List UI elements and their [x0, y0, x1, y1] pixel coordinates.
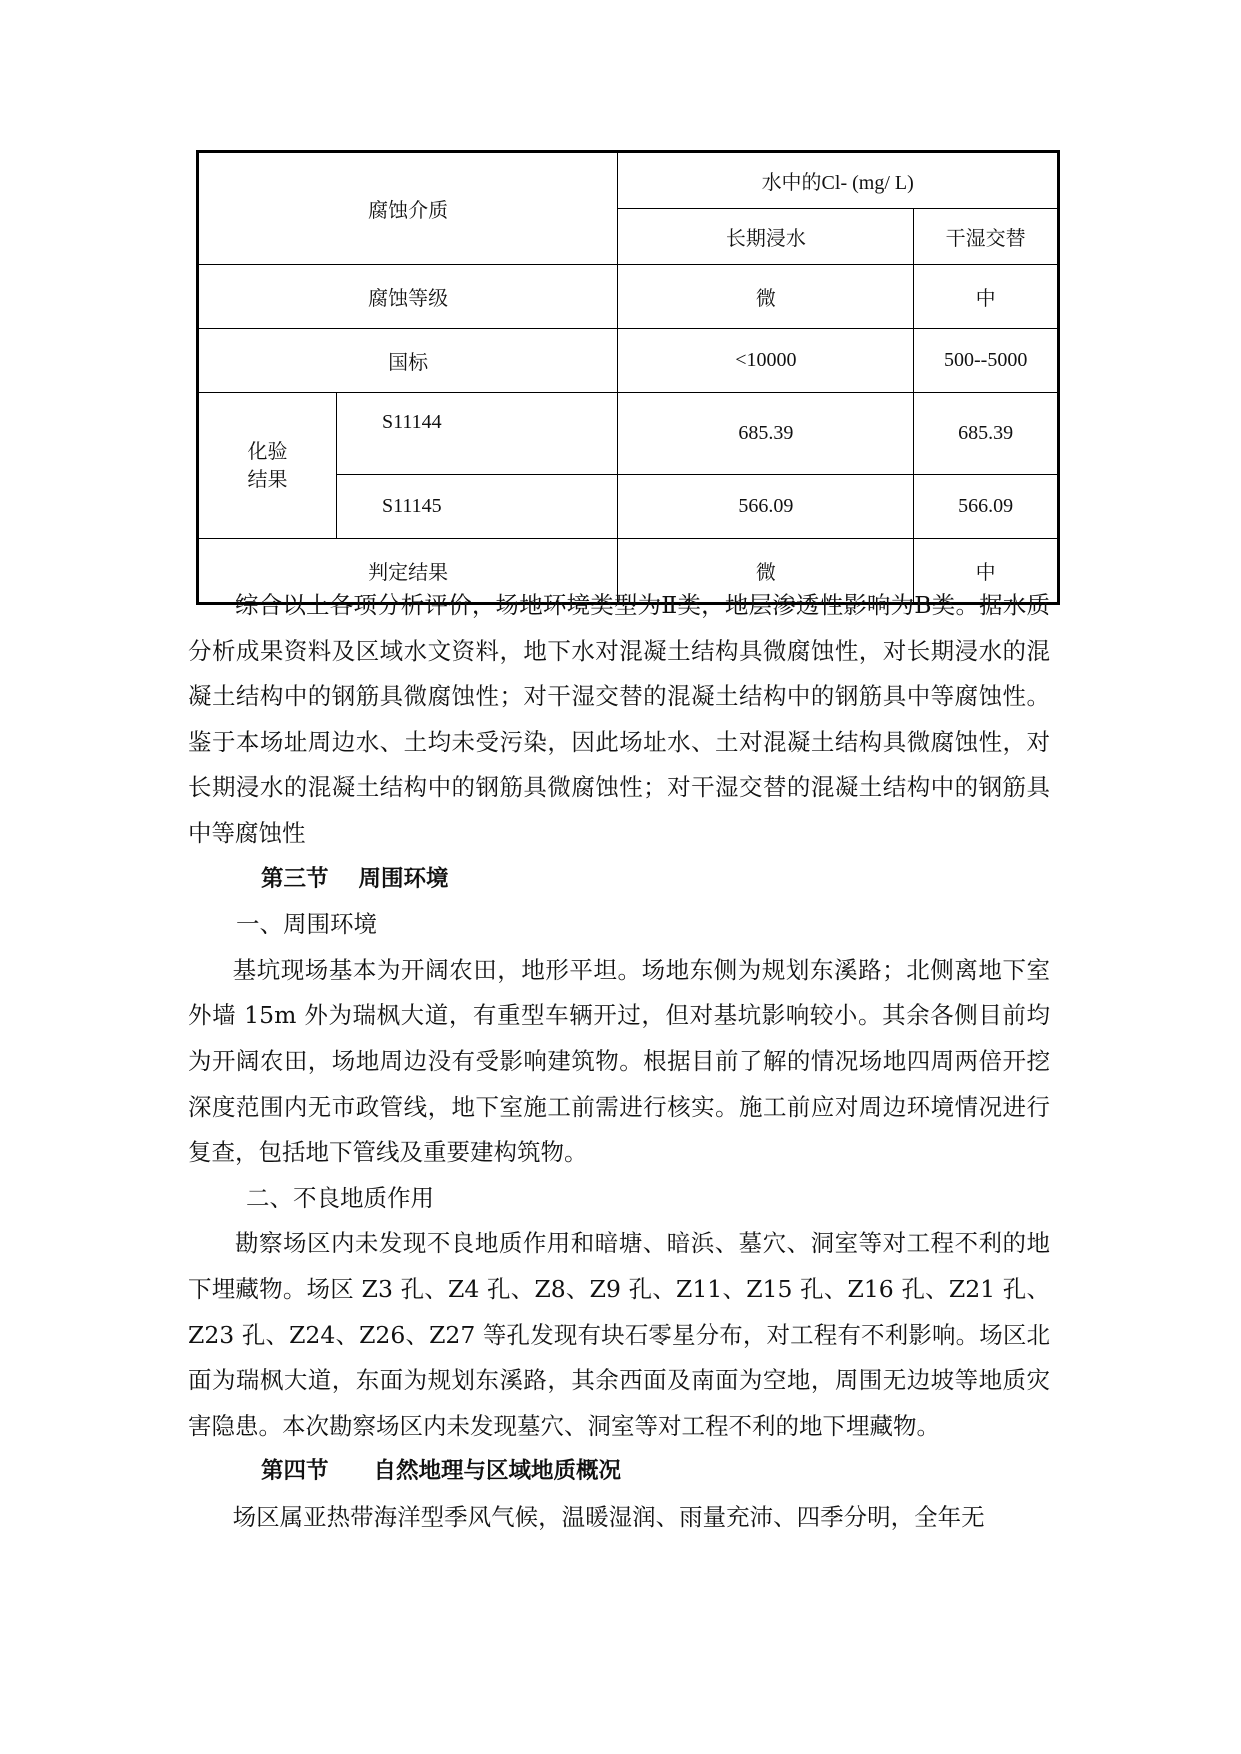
section-heading: [188, 1449, 1050, 1495]
corrosion-table: [196, 150, 1060, 605]
row-label: 腐蚀等级: [198, 265, 618, 329]
paragraph: 场区属亚热带海洋型季风气候，温暖湿润、雨量充沛、四季分明，全年无: [232, 1502, 985, 1531]
row-label: 判定结果: [198, 539, 618, 604]
cell-wetdry: 685.39: [914, 393, 1059, 475]
cell-wetdry: 中: [914, 265, 1059, 329]
section-number: 第三节: [261, 865, 329, 892]
lab-group-line2: 结果: [247, 468, 288, 491]
section-heading: [188, 857, 1050, 903]
sample-id: S11144: [337, 393, 618, 475]
cell-wetdry: 500--5000: [914, 329, 1059, 393]
section-title: 自然地理与区域地质概况: [373, 1458, 622, 1485]
section-number: 第四节: [261, 1458, 329, 1485]
long-immersion-header: 长期浸水: [618, 209, 914, 265]
subheading: 一、周围环境: [236, 910, 377, 939]
lab-group-line1: 化验: [247, 440, 288, 463]
cell-long: 微: [618, 265, 914, 329]
table-row: [198, 329, 1059, 393]
table-row: [198, 393, 1059, 475]
cell-wetdry: 中: [914, 539, 1059, 604]
row-label: 国标: [198, 329, 618, 393]
cell-long: <10000: [618, 329, 914, 393]
corrosion-medium-header: 腐蚀介质: [198, 152, 618, 265]
paragraph: 综合以上各项分析评价，场地环境类型为Ⅱ类，地层渗透性影响为B类。据水质分析成果资料及区域水文资料，地下水对混凝土结构具微腐蚀性，对长期浸水的混凝土结构中的钢筋具微腐蚀性；对干湿交替的混凝土结构中的钢筋具中等腐蚀性。鉴于本场址周边水、土均未受污染，因此场址水、土对混凝土结构具微腐蚀性，对长期浸水的混凝土结构中的钢筋具微腐蚀性；对干湿交替的混凝土结构中的钢筋具中等腐蚀性: [188, 591, 1050, 847]
paragraph: 基坑现场基本为开阔农田，地形平坦。场地东侧为规划东溪路；北侧离地下室外墙 15m 外为瑞枫大道，有重型车辆开过，但对基坑影响较小。其余各侧目前均为开阔农田，场地周边没有受影响建筑物。根据目前了解的情况场地四周两倍开挖深度范围内无市政管线，地下室施工前需进行核实。施工前应对周边环境情况进行复查，包括地下管线及重要建构筑物。: [188, 955, 1050, 1167]
lab-result-group: [198, 393, 337, 539]
cell-long: 566.09: [618, 475, 914, 539]
table-row: [198, 265, 1059, 329]
water-cl-header: 水中的Cl- (mg/ L): [618, 152, 1059, 209]
section-title: 周围环境: [358, 865, 449, 892]
cell-wetdry: 566.09: [914, 475, 1059, 539]
body-text: [188, 583, 1050, 1540]
cell-long: 685.39: [618, 393, 914, 475]
wet-dry-header: 干湿交替: [914, 209, 1059, 265]
paragraph: 勘察场区内未发现不良地质作用和暗塘、暗浜、墓穴、洞室等对工程不利的地下埋藏物。场区 Z3 孔、Z4 孔、Z8、Z9 孔、Z11、Z15 孔、Z16 孔、Z21 孔、Z23 孔、Z24、Z26、Z27 等孔发现有块石零星分布，对工程有不利影响。场区北面为瑞枫大道，东面为规划东溪路，其余西面及南面为空地，周围无边坡等地质灾害隐患。本次勘察场区内未发现墓穴、洞室等对工程不利的地下埋藏物。: [188, 1229, 1050, 1440]
subheading: 二、不良地质作用: [246, 1183, 434, 1212]
sample-id: S11145: [337, 475, 618, 539]
cell-long: 微: [618, 539, 914, 604]
